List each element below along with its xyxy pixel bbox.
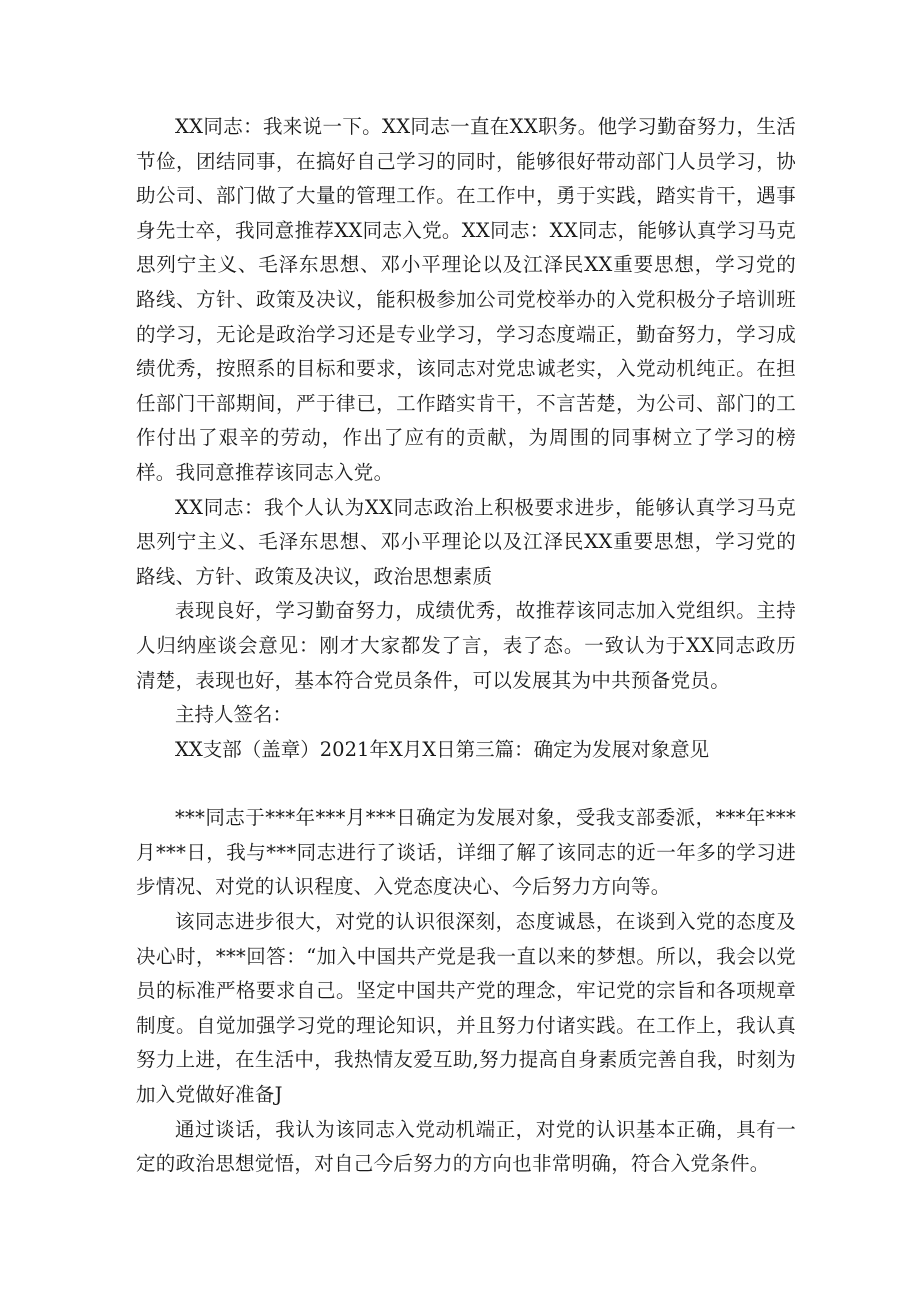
paragraph-interview-conclusion: 通过谈话，我认为该同志入党动机端正，对党的认识基本正确，具有一定的政治思想觉悟，对自己今后努力的方向也非常明确，符合入党条件。 — [136, 1117, 796, 1176]
host-signature-line: 主持人签名： — [175, 703, 293, 727]
branch-stamp-date-line: XX支部（盖章）2021年X月X日第三篇：确定为发展对象意见 — [175, 737, 710, 761]
paragraph-summary: 表现良好，学习勤奋努力，成绩优秀，故推荐该同志加入党组织。主持人归纳座谈会意见：刚才大家都发了言，表了态。一致认为于XX同志政历清楚，表现也好，基本符合党员条件，可以发展其为中共预备党员。 — [136, 599, 796, 692]
paragraph-interview-intro: ***同志于***年***月***日确定为发展对象，受我支部委派，***年***月***日，我与***同志进行了谈话，详细了解了该同志的近一年多的学习进步情况、对党的认识程度、入党态度决心、今后努力方向等。 — [136, 806, 796, 899]
section-gap — [136, 767, 796, 801]
paragraph-recommendation-2: XX同志：我个人认为XX同志政治上积极要求进步，能够认真学习马克思列宁主义、毛泽东思想、邓小平理论以及江泽民XX重要思想，学习党的路线、方针、政策及决议，政治思想素质 — [136, 495, 796, 588]
document-body — [136, 110, 796, 1182]
paragraph-interview-response: 该同志进步很大，对党的认识很深刻，态度诚恳，在谈到入党的态度及决心时，***回答：“加入中国共产党是我一直以来的梦想。所以，我会以党员的标准严格要求自己。坚定中国共产党的理念，牢记党的宗旨和各项规章制度。自觉加强学习党的理论知识，并且努力付诸实践。在工作上，我认真努力上进，在生活中，我热情友爱互助,努力提高自身素质完善自我，时刻为加入党做好准备J — [136, 910, 796, 1107]
paragraph-recommendation-1: XX同志：我来说一下。XX同志一直在XX职务。他学习勤奋努力，生活节俭，团结同事，在搞好自己学习的同时，能够很好带动部门人员学习，协助公司、部门做了大量的管理工作。在工作中，勇于实践，踏实肯干，遇事身先士卒，我同意推荐XX同志入党。XX同志：XX同志，能够认真学习马克思列宁主义、毛泽东思想、邓小平理论以及江泽民XX重要思想，学习党的路线、方针、政策及决议，能积极参加公司党校举办的入党积极分子培训班的学习，无论是政治学习还是专业学习，学习态度端正，勤奋努力，学习成绩优秀，按照系的目标和要求，该同志对党忠诚老实，入党动机纯正。在担任部门干部期间，严于律已，工作踏实肯干，不言苦楚，为公司、部门的工作付出了艰辛的劳动，作出了应有的贡献，为周围的同事树立了学习的榜样。我同意推荐该同志入党。 — [136, 115, 796, 484]
